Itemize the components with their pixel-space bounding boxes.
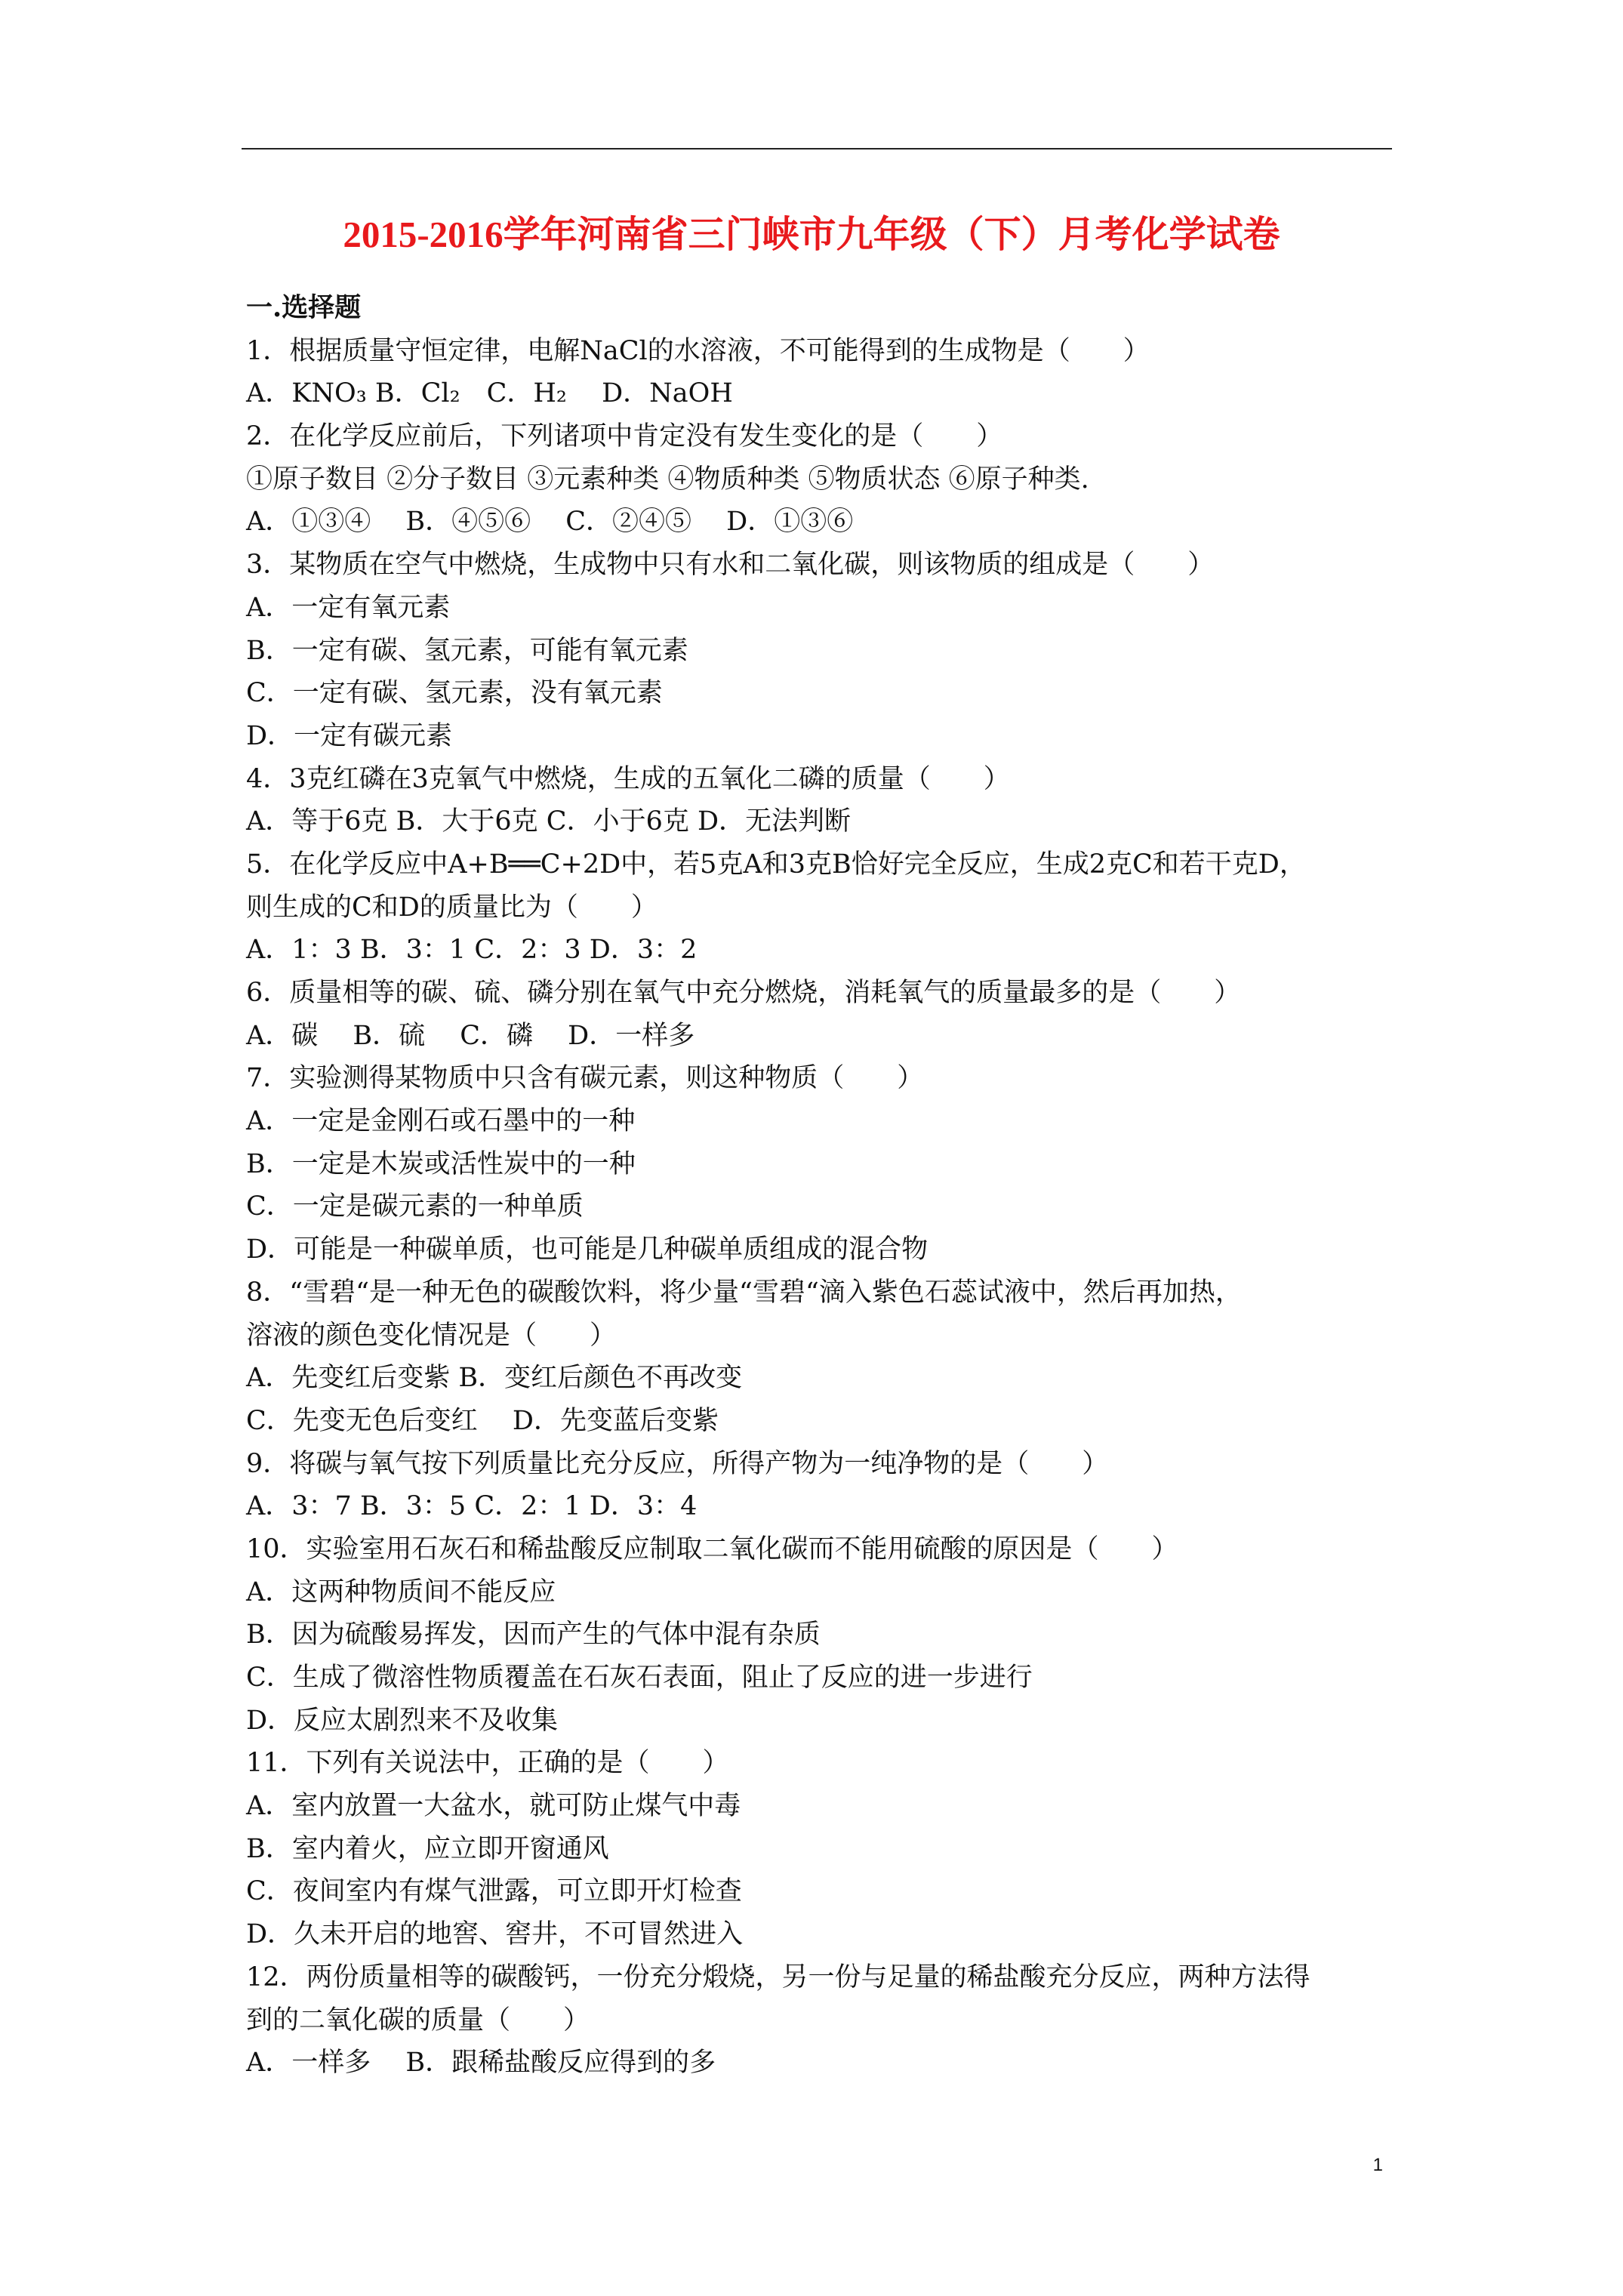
text-line: 6．质量相等的碳、硫、磷分别在氧气中充分燃烧，消耗氧气的质量最多的是（ ） [246,978,1241,1008]
text-line: D．久未开启的地窖、窖井，不可冒然进入 [246,1919,744,1950]
text-line: 10．实验室用石灰石和稀盐酸反应制取二氧化碳而不能用硫酸的原因是（ ） [246,1533,1178,1564]
text-line: 12．两份质量相等的碳酸钙，一份充分煅烧，另一份与足量的稀盐酸充分反应，两种方法得 [246,1962,1310,1992]
text-line: 到的二氧化碳的质量（ ） [246,2005,590,2036]
text-line: A．碳 B．硫 C．磷 D．一样多 [246,1020,695,1051]
text-line: A．1：3 B．3：1 C．2：3 D．3：2 [246,935,698,966]
text-line: 5．在化学反应中A+B══C+2D中，若5克A和3克B恰好完全反应，生成2克C和若干克D， [246,849,1306,880]
text-line: A．室内放置一大盆水，就可防止煤气中毒 [246,1791,741,1822]
text-line: B．因为硫酸易挥发，因而产生的气体中混有杂质 [246,1620,821,1650]
text-line: C．一定有碳、氢元素，没有氧元素 [246,678,663,709]
header-rule [242,148,1392,149]
text-line: A．一样多 B．跟稀盐酸反应得到的多 [246,2048,716,2079]
text-line: C．生成了微溶性物质覆盖在石灰石表面，阻止了反应的进一步进行 [246,1663,1033,1693]
text-line: ①原子数目 ②分子数目 ③元素种类 ④物质种类 ⑤物质状态 ⑥原子种类. [246,464,1089,495]
text-line: 9．将碳与氧气按下列质量比充分反应，所得产物为一纯净物的是（ ） [246,1448,1109,1479]
text-line: A．这两种物质间不能反应 [246,1576,556,1607]
text-line: A．①③④ B．④⑤⑥ C．②④⑤ D．①③⑥ [246,507,854,538]
text-line: A．3：7 B．3：5 C．2：1 D．3：4 [246,1491,698,1522]
text-line: A．一定有氧元素 [246,592,451,623]
section-title: 一.选择题 [246,292,362,323]
text-line: C．先变无色后变红 D．先变蓝后变紫 [246,1405,719,1436]
text-line: A．等于6克 B．大于6克 C．小于6克 D．无法判断 [246,806,852,837]
text-line: A．一定是金刚石或石墨中的一种 [246,1106,636,1137]
text-line: 8．“雪碧“是一种无色的碳酸饮料，将少量“雪碧“滴入紫色石蕊试液中，然后再加热， [246,1277,1242,1308]
text-line: B．一定是木炭或活性炭中的一种 [246,1148,636,1179]
text-line: D．反应太剧烈来不及收集 [246,1705,559,1736]
page-number: 1 [1372,2155,1383,2175]
text-line: 1．根据质量守恒定律，电解NaCl的水溶液，不可能得到的生成物是（ ） [246,335,1150,366]
text-line: C．一定是碳元素的一种单质 [246,1191,584,1222]
text-line: B．室内着火，应立即开窗通风 [246,1833,609,1864]
text-line: D．一定有碳元素 [246,720,453,751]
text-line: 11．下列有关说法中，正确的是（ ） [246,1748,729,1779]
exam-content [246,287,1394,2085]
text-line: D．可能是一种碳单质，也可能是几种碳单质组成的混合物 [246,1234,929,1265]
exam-title: 2015-2016学年河南省三门峡市九年级（下）月考化学试卷 [343,214,1280,255]
text-line: 3．某物质在空气中燃烧，生成物中只有水和二氧化碳，则该物质的组成是（ ） [246,550,1215,581]
text-line: 溶液的颜色变化情况是（ ） [246,1320,617,1351]
text-line: B．一定有碳、氢元素，可能有氧元素 [246,635,688,666]
text-line: A．KNO₃ B．Cl₂ C．H₂ D．NaOH [246,378,733,409]
text-line: 则生成的C和D的质量比为（ ） [246,892,658,923]
text-line: C．夜间室内有煤气泄露，可立即开灯检查 [246,1876,742,1907]
text-line: 4．3克红磷在3克氧气中燃烧，生成的五氧化二磷的质量（ ） [246,763,1010,794]
question-lines [246,330,1394,2085]
text-line: 7．实验测得某物质中只含有碳元素，则这种物质（ ） [246,1063,924,1094]
text-line: A．先变红后变紫 B．变红后颜色不再改变 [246,1363,743,1394]
text-line: 2．在化学反应前后，下列诸项中肯定没有发生变化的是（ ） [246,421,1003,452]
